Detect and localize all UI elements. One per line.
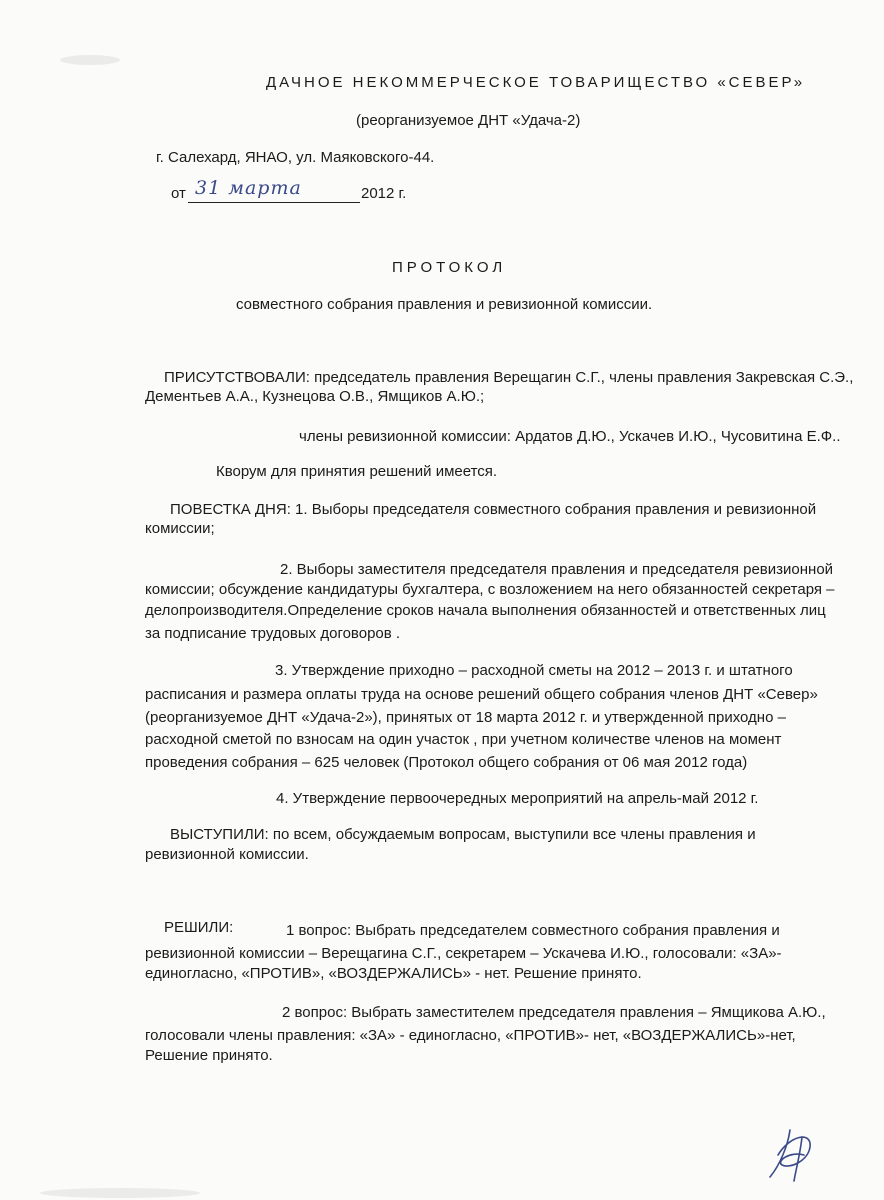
quorum-line: Кворум для принятия решений имеется. bbox=[216, 463, 498, 480]
decided-q2-line2: голосовали члены правления: «ЗА» - единогласно, «ПРОТИВ»- нет, «ВОЗДЕРЖАЛИСЬ»-нет, bbox=[145, 1027, 796, 1044]
signature-mark bbox=[760, 1125, 830, 1185]
document-subtitle: совместного собрания правления и ревизионной комиссии. bbox=[236, 296, 653, 313]
date-suffix: 2012 г. bbox=[361, 185, 407, 202]
agenda-item2-line2: комиссии; обсуждение кандидатуры бухгалтера, с возложением на него обязанностей секретаря – bbox=[145, 581, 835, 598]
org-name: ДАЧНОЕ НЕКОММЕРЧЕСКОЕ ТОВАРИЩЕСТВО «СЕВЕР» bbox=[266, 74, 806, 91]
present-line-2: Дементьев А.А., Кузнецова О.В., Ямщиков А.Ю.; bbox=[145, 388, 485, 405]
agenda-item3-line2: расписания и размера оплаты труда на основе решений общего собрания членов ДНТ «Север» bbox=[145, 686, 818, 703]
document-title: ПРОТОКОЛ bbox=[392, 259, 507, 276]
org-reorganized: (реорганизуемое ДНТ «Удача-2) bbox=[356, 112, 581, 129]
scan-smudge-bottom bbox=[40, 1188, 200, 1198]
speakers-line-1: ВЫСТУПИЛИ: по всем, обсуждаемым вопросам, выступили все члены правления и bbox=[170, 826, 756, 843]
agenda-item2-line3: делопроизводителя.Определение сроков начала выполнения обязанностей и ответственных лиц bbox=[145, 602, 826, 619]
scan-smudge-top bbox=[60, 55, 120, 65]
agenda-item1-line1: ПОВЕСТКА ДНЯ: 1. Выборы председателя совместного собрания правления и ревизионной bbox=[170, 501, 817, 518]
present-line-3: члены ревизионной комиссии: Ардатов Д.Ю., Ускачев И.Ю., Чусовитина Е.Ф.. bbox=[299, 428, 841, 445]
agenda-item4-line1: 4. Утверждение первоочередных мероприятий на апрель-май 2012 г. bbox=[276, 790, 759, 807]
present-line-1: ПРИСУТСТВОВАЛИ: председатель правления Верещагин С.Г., члены правления Закревская С.Э., bbox=[164, 369, 854, 386]
decided-q2-line3: Решение принято. bbox=[145, 1047, 273, 1064]
decided-label: РЕШИЛИ: bbox=[164, 919, 234, 936]
speakers-line-2: ревизионной комиссии. bbox=[145, 846, 309, 863]
date-prefix: от bbox=[171, 185, 186, 202]
org-address: г. Салехард, ЯНАО, ул. Маяковского-44. bbox=[156, 149, 435, 166]
decided-q1-line2: ревизионной комиссии – Верещагина С.Г., секретарем – Ускачева И.Ю., голосовали: «ЗА»- bbox=[145, 945, 782, 962]
agenda-item3-line1: 3. Утверждение приходно – расходной сметы на 2012 – 2013 г. и штатного bbox=[275, 662, 793, 679]
agenda-item2-line4: за подписание трудовых договоров . bbox=[145, 625, 401, 642]
decided-q1-line3: единогласно, «ПРОТИВ», «ВОЗДЕРЖАЛИСЬ» - нет. Решение принято. bbox=[145, 965, 642, 982]
date-line bbox=[171, 177, 411, 208]
decided-q1-line1: 1 вопрос: Выбрать председателем совместного собрания правления и bbox=[286, 922, 780, 939]
agenda-item2-line1: 2. Выборы заместителя председателя правления и председателя ревизионной bbox=[280, 561, 834, 578]
agenda-item3-line3: (реорганизуемое ДНТ «Удача-2»), принятых от 18 марта 2012 г. и утвержденной приходно – bbox=[145, 709, 786, 726]
date-underline bbox=[188, 202, 360, 203]
agenda-item1-line2: комиссии; bbox=[145, 520, 215, 537]
agenda-item3-line5: проведения собрания – 625 человек (Протокол общего собрания от 06 мая 2012 года) bbox=[145, 754, 748, 771]
decided-q2-line1: 2 вопрос: Выбрать заместителем председателя правления – Ямщикова А.Ю., bbox=[282, 1004, 826, 1021]
date-handwritten: 31 марта bbox=[195, 177, 302, 199]
agenda-item3-line4: расходной сметой по взносам на один участок , при учетном количестве членов на момент bbox=[145, 731, 782, 748]
